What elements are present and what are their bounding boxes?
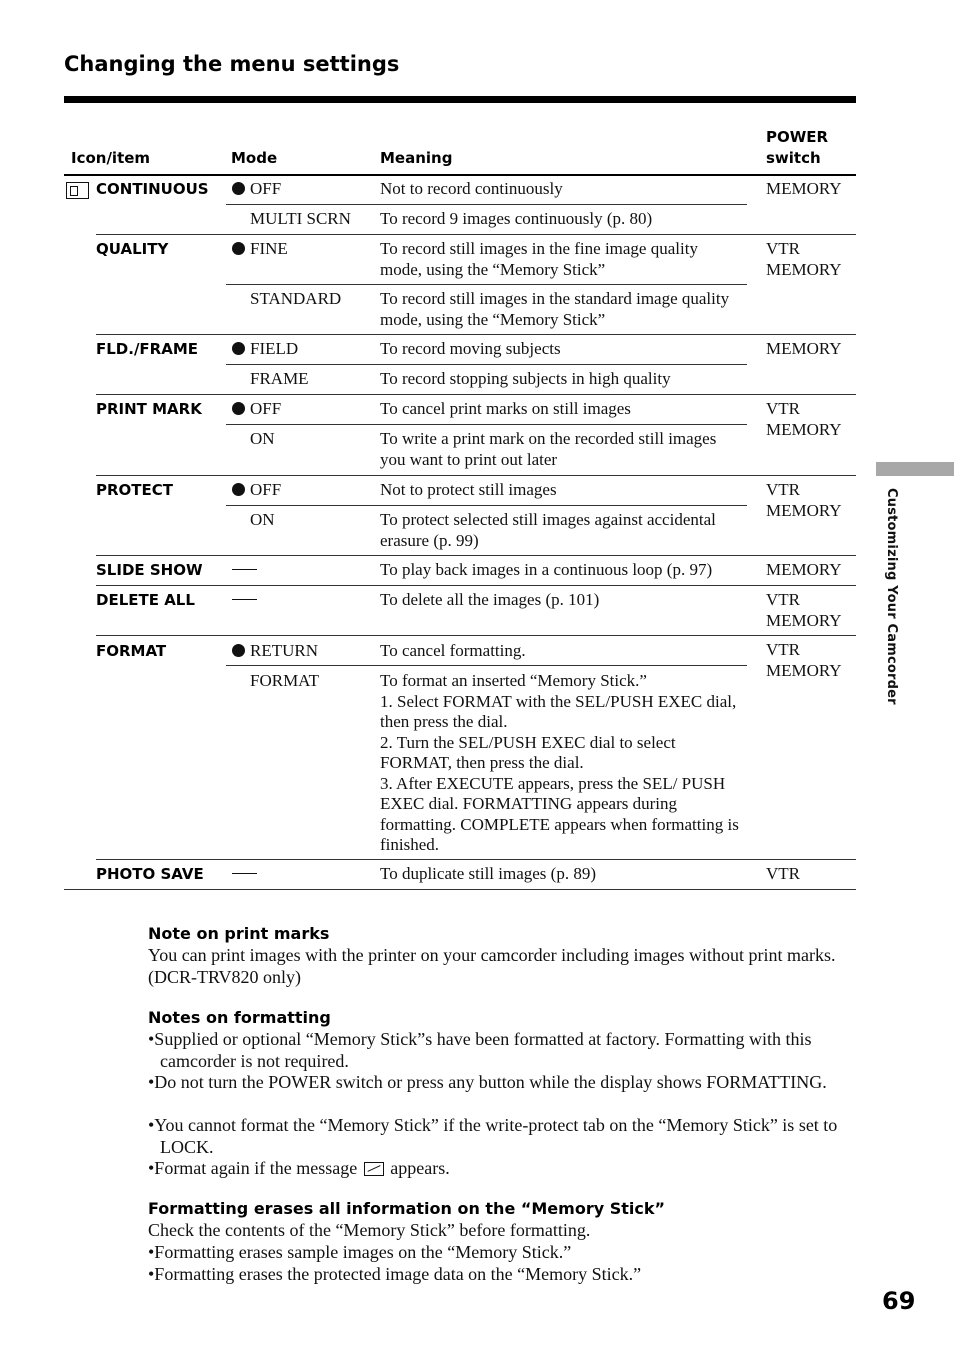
power-quality: VTR MEMORY <box>766 239 842 279</box>
row-divider <box>226 204 747 205</box>
page-title: Changing the menu settings <box>64 52 400 76</box>
default-bullet-icon <box>232 182 245 195</box>
item-photo-save: PHOTO SAVE <box>96 865 204 883</box>
row-divider <box>226 424 747 425</box>
row-divider <box>96 394 856 395</box>
notes-formatting-heading: Notes on formatting <box>148 1008 331 1027</box>
meaning-quality-fine: To record still images in the fine image quality mode, using the “Memory Stick” <box>380 239 698 279</box>
continuous-mode-icon <box>66 182 89 199</box>
no-mode-dash <box>232 873 257 874</box>
meaning-protect-off: Not to protect still images <box>380 480 557 499</box>
mode-print-mark-off: OFF <box>232 399 281 420</box>
item-quality: QUALITY <box>96 240 169 258</box>
note-print-marks-text: You can print images with the printer on your camcorder including images without print marks. (DCR-TRV820 only) <box>148 945 836 987</box>
power-continuous: MEMORY <box>766 179 842 198</box>
side-tab-label: Customizing Your Camcorder <box>884 488 899 705</box>
page-number: 69 <box>882 1287 916 1315</box>
header-meaning: Meaning <box>380 149 453 167</box>
row-divider <box>226 364 747 365</box>
table-bottom-rule <box>64 889 856 890</box>
default-bullet-icon <box>232 402 245 415</box>
meaning-protect-on: To protect selected still images against accidental erasure (p. 99) <box>380 510 716 550</box>
item-slide-show: SLIDE SHOW <box>96 561 203 579</box>
meaning-slide-show: To play back images in a continuous loop (p. 97) <box>380 560 713 579</box>
mode-field: FIELD <box>232 339 298 360</box>
mode-quality-fine: FINE <box>232 239 288 260</box>
side-tab-bar <box>876 462 954 476</box>
formatting-bullet-2: •Do not turn the POWER switch or press any button while the display shows FORMATTING. <box>148 1072 827 1092</box>
erase-text: Check the contents of the “Memory Stick” before formatting. <box>148 1220 591 1240</box>
power-photo-save: VTR <box>766 864 800 883</box>
row-divider <box>96 859 856 860</box>
meaning-print-mark-off: To cancel print marks on still images <box>380 399 631 418</box>
meaning-delete-all: To delete all the images (p. 101) <box>380 590 600 609</box>
row-divider <box>226 505 747 506</box>
mode-slide-show-none <box>232 560 257 581</box>
default-bullet-icon <box>232 644 245 657</box>
formatting-bullet-4: •Format again if the message appears. <box>148 1158 450 1178</box>
power-protect: VTR MEMORY <box>766 480 842 520</box>
meaning-print-mark-on: To write a print mark on the recorded still images you want to print out later <box>380 429 717 469</box>
row-divider <box>96 555 856 556</box>
item-format: FORMAT <box>96 642 167 660</box>
row-divider <box>96 635 856 636</box>
erase-heading: Formatting erases all information on the “Memory Stick” <box>148 1199 665 1218</box>
header-power-line2: switch <box>766 149 821 167</box>
row-divider <box>96 334 856 335</box>
mode-continuous-off: OFF <box>232 179 281 200</box>
meaning-format-format: To format an inserted “Memory Stick.” 1. Select FORMAT with the SEL/PUSH EXEC dial, then press the dial. 2. Turn the SEL/PUSH EXEC dial to select FORMAT, then press the dial. 3. After EXECUTE appears, press the SEL/ PUSH EXEC dial. FORMATTING appears during formatting. COMPLETE appears when formatting is finished. <box>380 671 739 854</box>
meaning-photo-save: To duplicate still images (p. 89) <box>380 864 596 883</box>
mode-delete-all-none <box>232 590 257 611</box>
item-continuous: CONTINUOUS <box>96 180 209 198</box>
header-mode: Mode <box>231 149 278 167</box>
note-print-marks-heading: Note on print marks <box>148 924 330 943</box>
mode-print-mark-on: ON <box>250 429 275 448</box>
meaning-quality-standard: To record still images in the standard image quality mode, using the “Memory Stick” <box>380 289 730 329</box>
no-mode-dash <box>232 599 257 600</box>
row-divider <box>96 585 856 586</box>
erase-bullet-2: •Formatting erases the protected image data on the “Memory Stick.” <box>148 1264 642 1284</box>
default-bullet-icon <box>232 242 245 255</box>
item-print-mark: PRINT MARK <box>96 400 202 418</box>
mode-photo-save-none <box>232 864 257 885</box>
row-divider <box>96 475 856 476</box>
format-error-icon <box>364 1162 384 1176</box>
default-bullet-icon <box>232 483 245 496</box>
mode-format-return: RETURN <box>232 641 318 662</box>
mode-protect-off: OFF <box>232 480 281 501</box>
power-print-mark: VTR MEMORY <box>766 399 842 439</box>
row-divider <box>226 665 747 666</box>
default-bullet-icon <box>232 342 245 355</box>
item-delete-all: DELETE ALL <box>96 591 195 609</box>
mode-format-format: FORMAT <box>250 671 319 690</box>
meaning-continuous-multi: To record 9 images continuously (p. 80) <box>380 209 653 228</box>
title-rule <box>64 96 856 103</box>
row-divider <box>226 284 747 285</box>
power-delete-all: VTR MEMORY <box>766 590 842 630</box>
power-slide-show: MEMORY <box>766 560 842 579</box>
meaning-frame: To record stopping subjects in high quality <box>380 369 671 388</box>
mode-frame: FRAME <box>250 369 309 388</box>
header-icon-item: Icon/item <box>71 149 151 167</box>
mode-protect-on: ON <box>250 510 275 529</box>
formatting-bullet-3: •You cannot format the “Memory Stick” if the write-protect tab on the “Memory Stick” is set to LOCK. <box>148 1115 838 1157</box>
item-protect: PROTECT <box>96 481 174 499</box>
formatting-bullet-1: •Supplied or optional “Memory Stick”s have been formatted at factory. Formatting with this camcorder is not required. <box>148 1029 812 1071</box>
mode-continuous-multi: MULTI SCRN <box>250 209 351 228</box>
header-rule <box>64 174 856 176</box>
power-format: VTR MEMORY <box>766 640 842 680</box>
meaning-field: To record moving subjects <box>380 339 561 358</box>
header-power-line1: POWER <box>766 128 829 146</box>
item-fld-frame: FLD./FRAME <box>96 340 199 358</box>
mode-quality-standard: STANDARD <box>250 289 342 308</box>
meaning-format-return: To cancel formatting. <box>380 641 526 660</box>
erase-bullet-1: •Formatting erases sample images on the “Memory Stick.” <box>148 1242 572 1262</box>
no-mode-dash <box>232 569 257 570</box>
power-fld-frame: MEMORY <box>766 339 842 358</box>
meaning-continuous-off: Not to record continuously <box>380 179 563 198</box>
row-divider <box>96 234 856 235</box>
